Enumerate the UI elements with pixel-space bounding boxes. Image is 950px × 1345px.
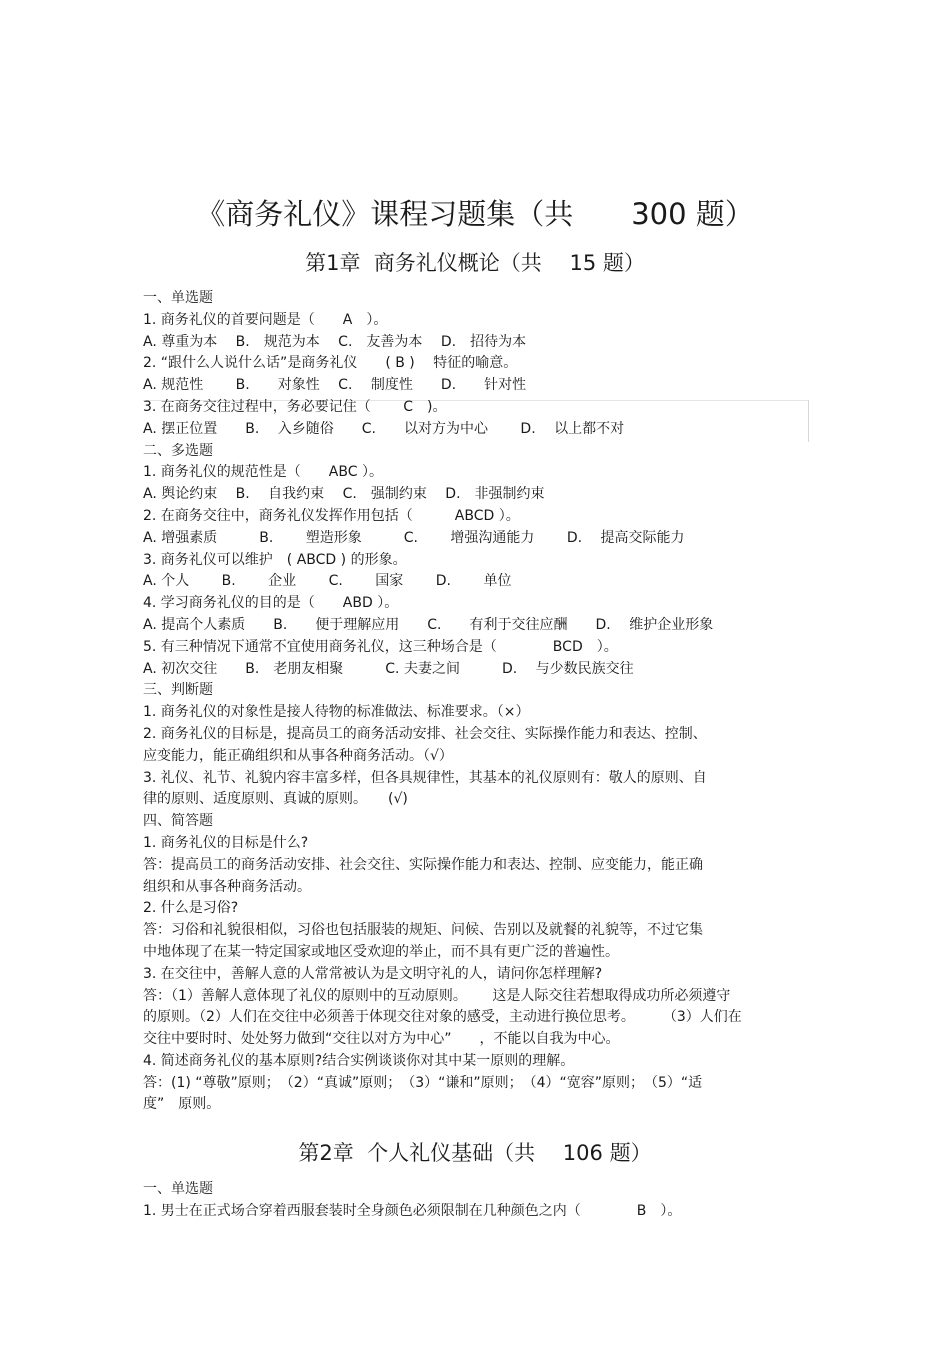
text-line: A. 增强素质 B. 塑造形象 C. 增强沟通能力 D. 提高交际能力	[143, 529, 685, 546]
text-line: 1. 商务礼仪的目标是什么?	[143, 834, 309, 851]
text-line: 1. 商务礼仪的首要问题是（ A ）。	[143, 311, 388, 328]
text-line: 四、简答题	[143, 813, 213, 830]
text-line: 组织和从事各种商务活动。	[143, 878, 311, 895]
text-line: 4. 学习商务礼仪的目的是（ ABD ）。	[143, 595, 399, 612]
text-line: 2. 商务礼仪的目标是，提高员工的商务活动安排、社会交往、实际操作能力和表达、控制、	[143, 725, 707, 742]
text-line: 中地体现了在某一特定国家或地区受欢迎的举止，而不具有更广泛的普遍性。	[143, 943, 619, 960]
text-line: 1. 商务礼仪的对象性是接人待物的标准做法、标准要求。（×）	[143, 704, 530, 721]
chapter-1-content	[143, 288, 813, 1116]
text-line: 三、判断题	[143, 682, 213, 699]
text-line: 1. 男士在正式场合穿着西服套装时全身颜色必须限制在几种颜色之内（ B ）。	[143, 1202, 682, 1219]
text-line: A. 规范性 B. 对象性 C. 制度性 D. 针对性	[143, 377, 527, 394]
text-line: 3. 在交往中，善解人意的人常常被认为是文明守礼的人，请问你怎样理解?	[143, 965, 603, 982]
text-line: 3. 礼仪、礼节、礼貌内容丰富多样，但各具规律性，其基本的礼仪原则有：敬人的原则、自	[143, 769, 707, 786]
text-line: 答：(1) “尊敬”原则； （2）“真诚”原则； （3）“谦和”原则； （4）“宽容”原则； （5）“适	[143, 1074, 703, 1091]
text-line: 一、单选题	[143, 290, 213, 306]
text-line: 律的原则、适度原则、真诚的原则。 (√)	[143, 791, 408, 808]
text-line: 度” 原则。	[143, 1096, 221, 1113]
text-line: 一、单选题	[143, 1181, 213, 1197]
text-line: 交往中要时时、处处努力做到“交往以对方为中心” ，不能以自我为中心。	[143, 1031, 620, 1048]
chapter-2-content	[143, 1179, 813, 1223]
text-line: 3. 商务礼仪可以维护 ( ABCD ) 的形象。	[143, 551, 407, 568]
text-line: A. 个人 B. 企业 C. 国家 D. 单位	[143, 573, 512, 590]
chapter-1-heading: 第1章 商务礼仪概论（共 15 题）	[305, 251, 645, 275]
text-line: A. 舆论约束 B. 自我约束 C. 强制约束 D. 非强制约束	[143, 486, 545, 503]
text-line: 2. 在商务交往中，商务礼仪发挥作用包括（ ABCD ）。	[143, 507, 520, 524]
text-line: 答：习俗和礼貌很相似，习俗也包括服装的规矩、问候、告别以及就餐的礼貌等，不过它集	[143, 922, 703, 939]
text-line: 5. 有三种情况下通常不宜使用商务礼仪，这三种场合是（ BCD ）。	[143, 638, 618, 655]
text-line: 4. 简述商务礼仪的基本原则?结合实例谈谈你对其中某一原则的理解。	[143, 1052, 575, 1069]
text-line: 二、多选题	[143, 442, 213, 459]
text-line: 答：（1）善解人意体现了礼仪的原则中的互动原则。 这是人际交往若想取得成功所必须遵守	[143, 987, 731, 1004]
text-line: 1. 商务礼仪的规范性是（ ABC ）。	[143, 464, 383, 481]
text-line: 2. “跟什么人说什么话”是商务礼仪 ( B ) 特征的喻意。	[143, 355, 518, 372]
text-line: 答：提高员工的商务活动安排、社会交往、实际操作能力和表达、控制、应变能力，能正确	[143, 856, 703, 873]
text-line: A. 提高个人素质 B. 便于理解应用 C. 有利于交往应酬 D. 维护企业形象	[143, 616, 714, 633]
text-line: A. 摆正位置 B. 入乡随俗 C. 以对方为中心 D. 以上都不对	[143, 420, 625, 437]
text-line: A. 初次交往 B. 老朋友相聚 C. 夫妻之间 D. 与少数民族交往	[143, 660, 634, 677]
text-line: 应变能力，能正确组织和从事各种商务活动。（√）	[143, 747, 453, 764]
text-line: 2. 什么是习俗?	[143, 900, 239, 917]
chapter-2-heading: 第2章 个人礼仪基础（共 106 题）	[298, 1141, 652, 1165]
text-line: 3. 在商务交往过程中，务必要记住（ C )。	[143, 398, 447, 415]
text-line: A. 尊重为本 B. 规范为本 C. 友善为本 D. 招待为本	[143, 333, 527, 350]
text-line: 的原则。（2）人们在交往中必须善于体现交往对象的感受，主动进行换位思考。 （3）人们在	[143, 1009, 742, 1026]
document-title: 《商务礼仪》课程习题集（共 300 题）	[196, 197, 754, 231]
